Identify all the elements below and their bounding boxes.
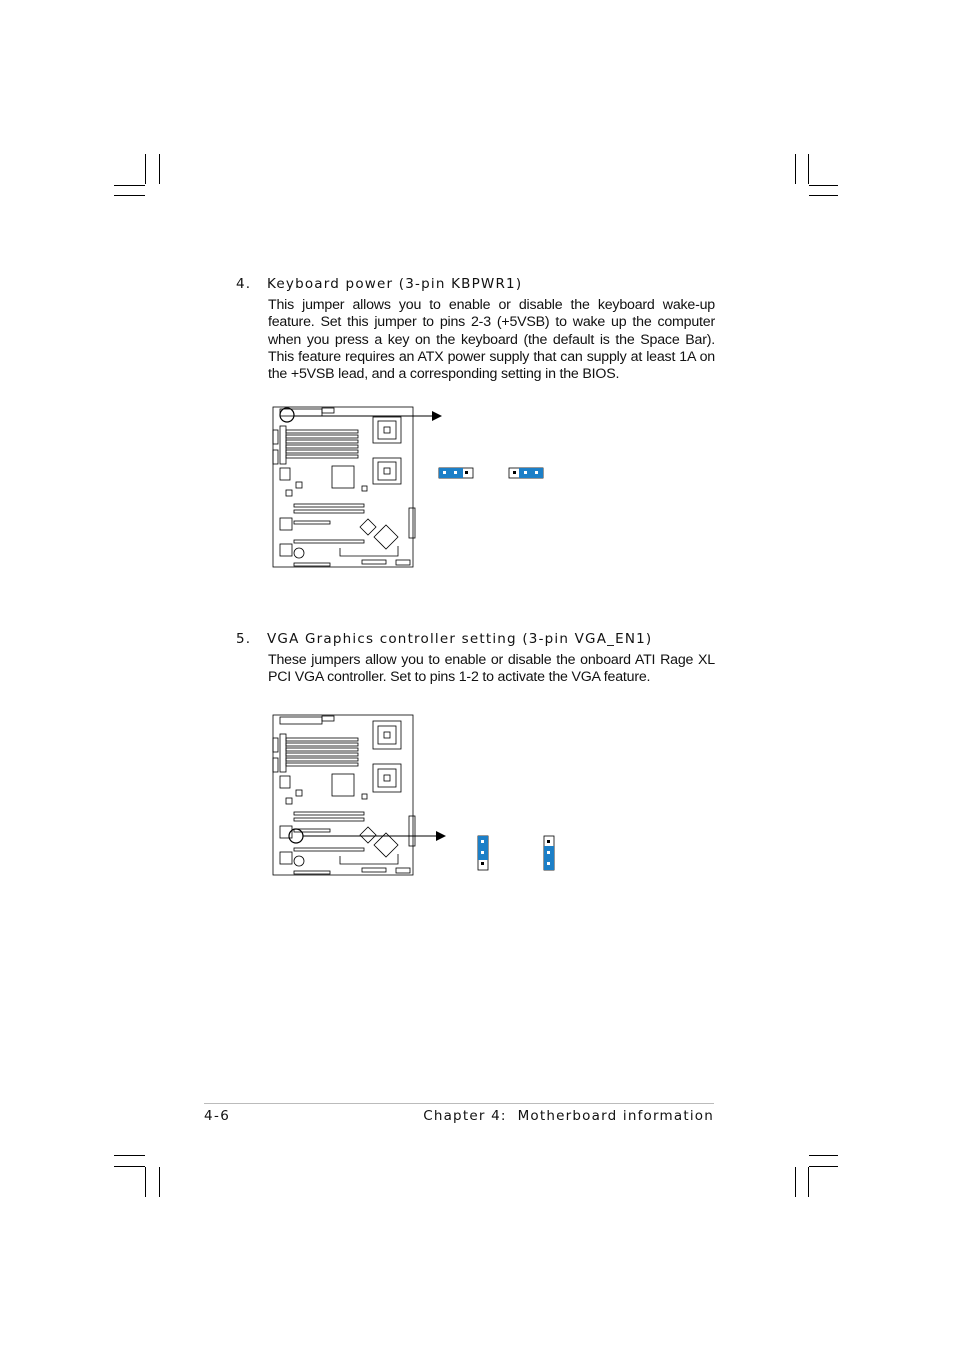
page-number: 4-6 [204, 1108, 231, 1124]
section-5-title: VGA Graphics controller setting (3-pin VGA_EN1) [267, 631, 653, 647]
section-5-heading [236, 631, 652, 647]
cpu-socket-1 [373, 721, 401, 749]
cpu-socket-2 [373, 764, 401, 792]
footer-divider [204, 1103, 714, 1104]
section-4-heading [236, 276, 522, 292]
vga-en1-location-marker [289, 829, 303, 843]
kbpwr1-jumper-setting-1-2 [439, 468, 473, 478]
section-4-title: Keyboard power (3-pin KBPWR1) [267, 276, 523, 292]
kbpwr1-jumper-setting-2-3 [509, 468, 543, 478]
kbpwr1-motherboard-diagram [268, 400, 558, 572]
vga-en1-motherboard-diagram [268, 708, 558, 880]
section-5-number: 5. [236, 631, 252, 647]
dimm-slots [286, 738, 358, 766]
section-4-body: This jumper allows you to enable or disable the keyboard wake-up feature. Set this jumper to pins 2-3 (+5VSB) to wake up the computer when you press a key on the keyboard (the default is the Space Bar). This feature requires an ATX power supply that can supply at least 1A on the +5VSB lead, and a corresponding setting in the BIOS. [268, 297, 715, 383]
section-4-number: 4. [236, 276, 252, 292]
pointer-arrow [432, 411, 442, 421]
pointer-arrow [436, 831, 446, 841]
kbpwr1-location-marker [280, 408, 294, 422]
vga-en1-jumper-setting-2-3 [544, 836, 554, 870]
section-5-body: These jumpers allow you to enable or disable the onboard ATI Rage XL PCI VGA controller. Set to pins 1-2 to activate the VGA feature. [268, 652, 715, 686]
chapter-title: Chapter 4: Motherboard information [423, 1108, 714, 1124]
vga-en1-jumper-setting-1-2 [478, 836, 488, 870]
dimm-slots [286, 430, 358, 458]
